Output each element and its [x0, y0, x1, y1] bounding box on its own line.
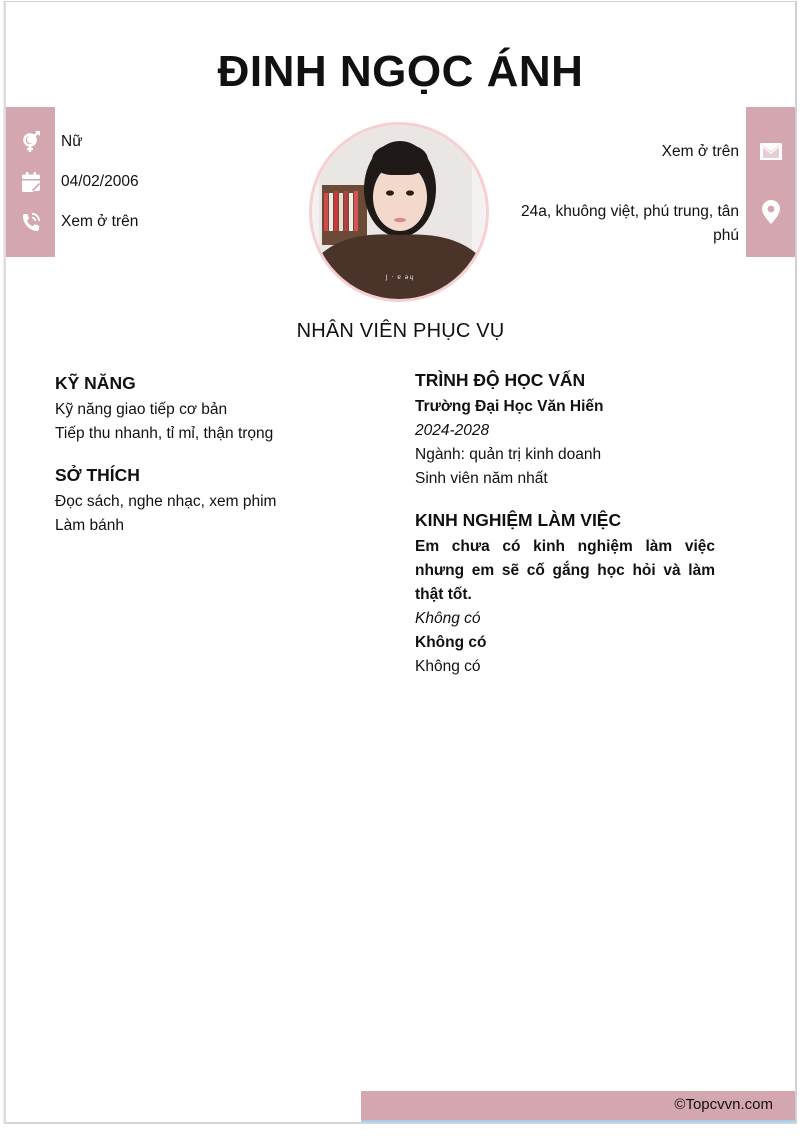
hobby-item: Đọc sách, nghe nhạc, xem phim — [55, 493, 277, 510]
email-value: Xem ở trên — [661, 143, 739, 160]
education-note: Sinh viên năm nhất — [415, 470, 548, 487]
experience-summary: Em chưa có kinh nghiệm làm việc nhưng em sẽ cố gắng học hỏi và làm thật tốt. — [415, 538, 715, 603]
education-major: Ngành: quản trị kinh doanh — [415, 446, 602, 463]
address-value: 24a, khuông việt, phú trung, tân phú — [520, 203, 739, 244]
experience-period: Không có — [415, 610, 481, 627]
cv-page — [4, 1, 797, 1124]
gender-value: Nữ — [61, 133, 83, 150]
left-column — [55, 370, 375, 554]
gender-icon — [6, 130, 55, 154]
right-contact-bar — [746, 107, 795, 257]
skill-item: Tiếp thu nhanh, tỉ mỉ, thận trọng — [55, 425, 274, 442]
phone-value: Xem ở trên — [61, 213, 139, 230]
birthdate-value: 04/02/2006 — [61, 173, 139, 190]
experience-position: Không có — [415, 634, 487, 651]
education-period: 2024-2028 — [415, 422, 490, 439]
experience-heading: KINH NGHIỆM LÀM VIỆC — [415, 510, 622, 530]
avatar-photo — [309, 122, 489, 302]
mail-icon — [746, 140, 795, 164]
copyright-text: ©Topcvvn.com — [674, 1096, 773, 1113]
phone-icon — [6, 210, 55, 234]
hobbies-heading: SỞ THÍCH — [55, 465, 140, 485]
education-section — [415, 367, 735, 491]
footer-bar — [361, 1091, 795, 1122]
job-title: NHÂN VIÊN PHỤC VỤ — [296, 320, 505, 342]
education-heading: TRÌNH ĐỘ HỌC VẤN — [415, 370, 586, 390]
skills-heading: KỸ NĂNG — [55, 373, 136, 393]
left-contact-bar — [6, 107, 55, 257]
skills-section — [55, 370, 375, 446]
right-column — [415, 367, 735, 695]
hobbies-section — [55, 462, 375, 538]
experience-description: Không có — [415, 658, 481, 675]
svg-text:J · ɐ ǝɥ: J · ɐ ǝɥ — [385, 274, 415, 281]
skill-item: Kỹ năng giao tiếp cơ bản — [55, 401, 228, 418]
candidate-name: ĐINH NGỌC ÁNH — [217, 47, 584, 96]
calendar-icon — [6, 170, 55, 194]
location-icon — [746, 200, 795, 224]
experience-section — [415, 507, 735, 679]
school-name: Trường Đại Học Văn Hiến — [415, 398, 604, 415]
hobby-item: Làm bánh — [55, 517, 124, 534]
